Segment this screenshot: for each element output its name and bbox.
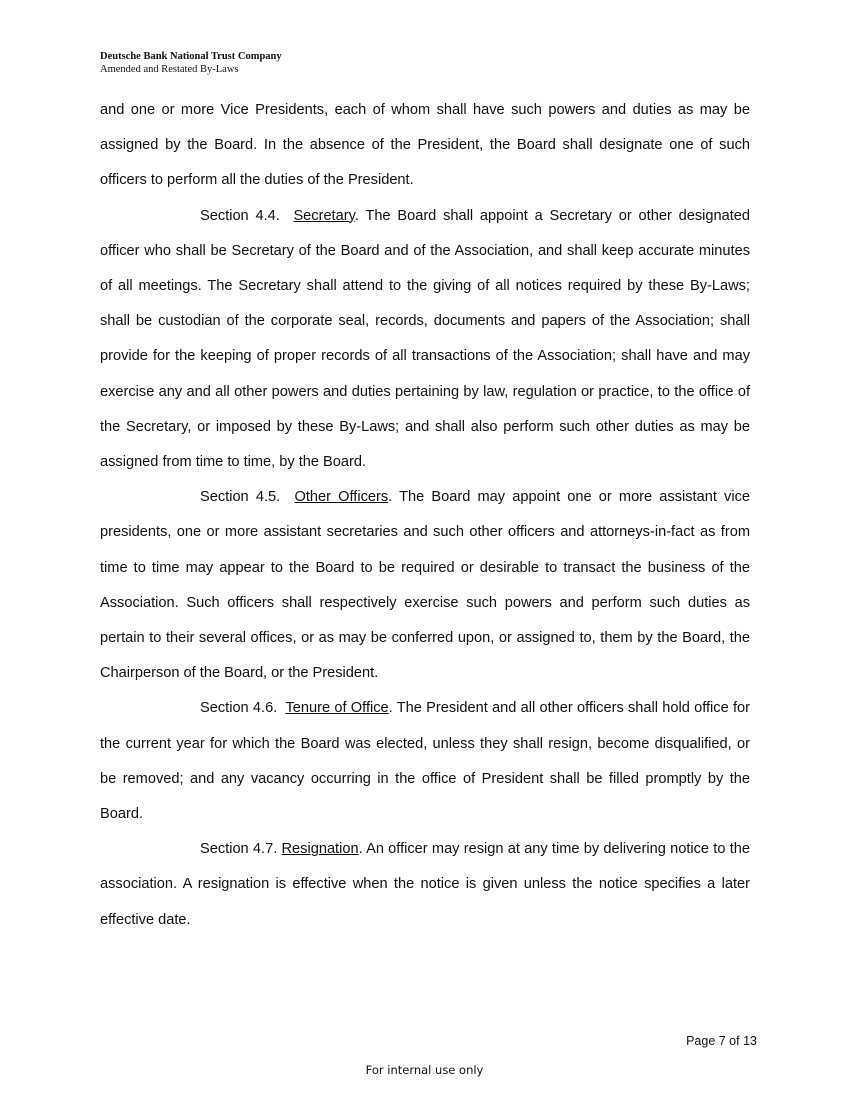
page-number: Page 7 of 13 (686, 1034, 757, 1048)
section-number: Section 4.6. (200, 700, 278, 717)
section-text: . The Board may appoint one or more assistant vice presidents, one or more assistant secretaries and such other officers and attorneys-in-fact as from time to time may appear to the Board to be required or desirable to transact the business of the Association. Such officers shall respectively exercise such powers and perform such duties as pertain to their several offices, or as may be conferred upon, or assigned to, them by the Board, the Chairperson of the Board, or the President. (100, 489, 751, 682)
document-body (100, 93, 750, 938)
paragraph-text: and one or more Vice Presidents, each of whom shall have such powers and duties as may be assigned by the Board. In the absence of the President, the Board shall designate one of such officers to perform all the duties of the President. (100, 102, 750, 189)
section-text: . The President and all other officers shall hold office for the current year for which the Board was elected, unless they shall resign, become disqualified, or be removed; and any vacancy occurring in the office of President shall be filled promptly by the Board. (100, 700, 750, 823)
company-name: Deutsche Bank National Trust Company (100, 51, 282, 62)
section-4-6-tenure-of-office (100, 691, 750, 832)
paragraph-continuation (100, 93, 750, 199)
section-heading: Tenure of Office (285, 700, 389, 717)
section-4-5-other-officers (100, 480, 750, 691)
footer-note: For internal use only (365, 1063, 484, 1077)
section-4-4-secretary (100, 199, 750, 481)
section-number: Section 4.4. (200, 207, 280, 224)
section-number: Section 4.5. (200, 489, 281, 506)
section-text: . The Board shall appoint a Secretary or other designated officer who shall be Secretary of the Board and of the Association, and shall keep accurate minutes of all meetings. The Secretary shall attend to the giving of all notices required by these By-Laws; shall be custodian of the corporate seal, records, documents and papers of the Association; shall provide for the keeping of proper records of all transactions of the Association; shall have and may exercise any and all other powers and duties pertaining by law, regulation or practice, to the office of the Secretary, or imposed by these By-Laws; and shall also perform such other duties as may be assigned from time to time, by the Board. (100, 207, 751, 471)
section-heading: Resignation (281, 841, 359, 858)
section-heading: Other Officers (294, 489, 389, 506)
section-4-7-resignation (100, 832, 750, 938)
section-number: Section 4.7. (200, 841, 278, 858)
section-text: . An officer may resign at any time by delivering notice to the association. A resignation is effective when the notice is given unless the notice specifies a later effective date. (100, 841, 750, 928)
section-heading: Secretary (293, 207, 355, 224)
document-subtitle: Amended and Restated By-Laws (100, 64, 239, 75)
document-header (100, 50, 282, 76)
